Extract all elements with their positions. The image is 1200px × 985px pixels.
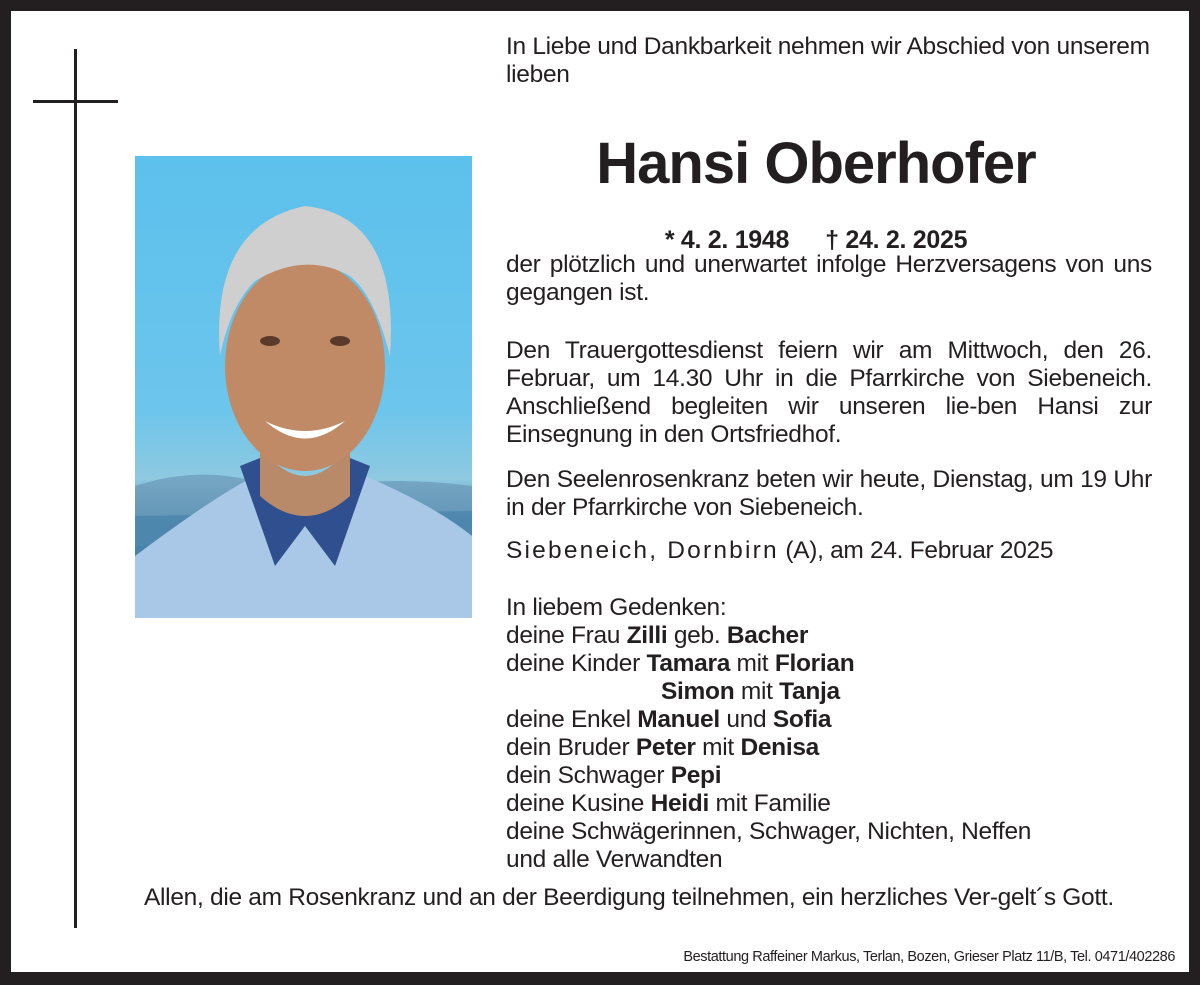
family-row: deine Kusine Heidi mit Familie bbox=[506, 790, 831, 817]
family-row: deine Enkel Manuel und Sofia bbox=[506, 706, 832, 733]
funeral-service-paragraph: Den Trauergottesdienst feiern wir am Mittwoch, den 26. Februar, um 14.30 Uhr in die Pfarrkirche von Siebeneich. Anschließend begleiten wir unseren lie-ben Hansi zur Einsegnung in den Ortsfriedhof. bbox=[506, 337, 1152, 448]
thanks-text: Allen, die am Rosenkranz und an der Beerdigung teilnehmen, ein herzliches Ver-gelt´s Gott. bbox=[144, 884, 1114, 911]
obituary-notice bbox=[11, 11, 1189, 972]
cause-paragraph: der plötzlich und unerwartet infolge Herzversagens von uns gegangen ist. bbox=[506, 251, 1152, 306]
family-row: deine Schwägerinnen, Schwager, Nichten, Neffen bbox=[506, 818, 1032, 845]
family-row: dein Schwager Pepi bbox=[506, 762, 722, 789]
family-heading: In liebem Gedenken: bbox=[506, 594, 727, 621]
death-date: † 24. 2. 2025 bbox=[825, 226, 968, 254]
family-row: dein Bruder Peter mit Denisa bbox=[506, 734, 819, 761]
deceased-name: Hansi Oberhofer bbox=[596, 131, 1036, 196]
intro-text: In Liebe und Dankbarkeit nehmen wir Abschied von unserem lieben bbox=[506, 33, 1150, 88]
family-list bbox=[506, 594, 1031, 874]
place-names: Siebeneich, Dornbirn bbox=[506, 537, 779, 564]
undertaker-info: Bestattung Raffeiner Markus, Terlan, Bozen, Grieser Platz 11/B, Tel. 0471/402286 bbox=[683, 949, 1175, 965]
birth-date: * 4. 2. 1948 bbox=[664, 226, 790, 254]
family-row: deine Kinder Tamara mit Florian bbox=[506, 650, 855, 677]
cross-icon-crossbar bbox=[33, 100, 118, 103]
family-row: Simon mit Tanja bbox=[661, 678, 840, 705]
family-row: deine Frau Zilli geb. Bacher bbox=[506, 622, 809, 649]
family-row: und alle Verwandten bbox=[506, 846, 723, 873]
place-date: (A), am 24. Februar 2025 bbox=[778, 537, 1054, 564]
place-date-line bbox=[506, 537, 1053, 565]
life-dates bbox=[506, 226, 1126, 254]
rosary-paragraph: Den Seelenrosenkranz beten wir heute, Dienstag, um 19 Uhr in der Pfarrkirche von Siebeneich. bbox=[506, 466, 1152, 521]
portrait-photo bbox=[135, 156, 472, 618]
cross-icon bbox=[74, 49, 77, 928]
portrait-illustration bbox=[135, 156, 472, 618]
